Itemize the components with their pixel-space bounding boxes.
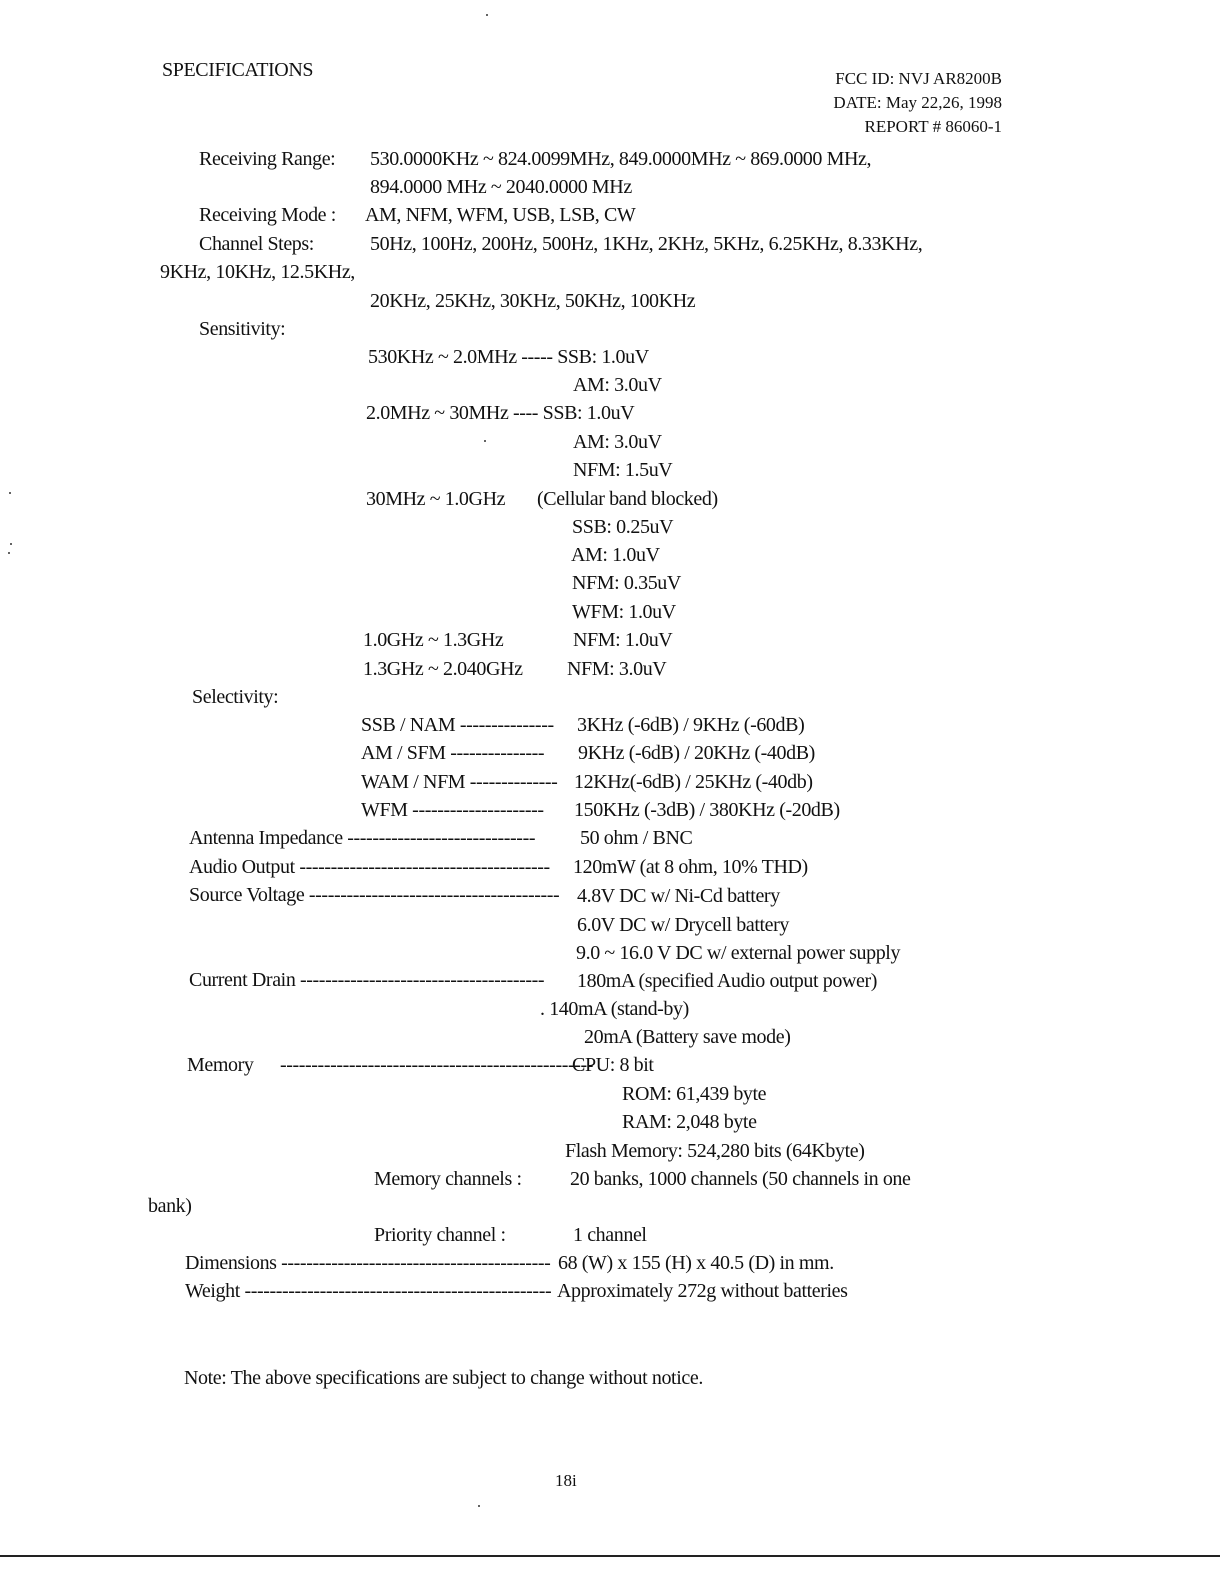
weight-value: Approximately 272g without batteries [557,1280,848,1302]
audio-output-value: 120mW (at 8 ohm, 10% THD) [573,856,808,878]
memory-flash: Flash Memory: 524,280 bits (64Kbyte) [565,1140,865,1162]
sensitivity-label: Sensitivity: [199,318,286,340]
fcc-id: FCC ID: NVJ AR8200B [835,69,1002,88]
sensitivity-band1-am: AM: 3.0uV [573,374,662,396]
selectivity-label: Selectivity: [192,686,279,708]
scan-speck [486,14,488,16]
antenna-impedance-value: 50 ohm / BNC [580,827,693,849]
page-number: 18i [555,1471,577,1490]
memory-cpu: CPU: 8 bit [572,1054,654,1076]
receiving-range-label: Receiving Range: [199,148,336,170]
selectivity-value: 150KHz (-3dB) / 380KHz (-20dB) [574,799,840,821]
memory-rom: ROM: 61,439 byte [622,1083,767,1105]
report-date: DATE: May 22,26, 1998 [833,93,1002,112]
sensitivity-band2-am: AM: 3.0uV [573,431,662,453]
sensitivity-band3-nfm: NFM: 0.35uV [572,572,681,594]
priority-channel-label: Priority channel : [374,1224,506,1246]
source-voltage-label: Source Voltage ---------------------------------------- [189,884,560,906]
sensitivity-band5-nfm: NFM: 3.0uV [567,658,667,680]
current-drain-2: . 140mA (stand-by) [540,998,689,1020]
source-voltage-3: 9.0 ~ 16.0 V DC w/ external power supply [576,942,901,964]
report-number: REPORT # 86060-1 [864,117,1002,136]
receiving-mode-value: AM, NFM, WFM, USB, LSB, CW [365,204,636,226]
sensitivity-band3-note: (Cellular band blocked) [537,488,718,510]
priority-channel-value: 1 channel [573,1224,647,1246]
bottom-rule [0,1555,1220,1557]
memory-channels-cont: bank) [148,1195,192,1217]
sensitivity-band2-nfm: NFM: 1.5uV [573,459,673,481]
source-voltage-2: 6.0V DC w/ Drycell battery [577,914,789,936]
memory-channels-value: 20 banks, 1000 channels (50 channels in one [570,1168,911,1190]
dimensions-value: 68 (W) x 155 (H) x 40.5 (D) in mm. [558,1252,834,1274]
selectivity-value: 3KHz (-6dB) / 9KHz (-60dB) [577,714,805,736]
sensitivity-band3-ssb: SSB: 0.25uV [572,516,674,538]
selectivity-mode: WFM --------------------- [361,799,544,821]
channel-steps-line2: 9KHz, 10KHz, 12.5KHz, [160,261,355,283]
channel-steps-line3: 20KHz, 25KHz, 30KHz, 50KHz, 100KHz [370,290,696,312]
receiving-range-line1: 530.0000KHz ~ 824.0099MHz, 849.0000MHz ~ 869.0000 MHz, [370,148,872,170]
weight-label: Weight ------------------------------------------------- [185,1280,552,1302]
selectivity-mode: AM / SFM --------------- [361,742,545,764]
current-drain-label: Current Drain --------------------------------------- [189,969,545,991]
memory-leader: -------------------------------------------------- [280,1054,594,1076]
scan-speck [9,492,11,494]
selectivity-mode: SSB / NAM --------------- [361,714,554,736]
dimensions-label: Dimensions ------------------------------------------- [185,1252,551,1274]
memory-ram: RAM: 2,048 byte [622,1111,757,1133]
selectivity-mode: WAM / NFM -------------- [361,771,558,793]
sensitivity-band4-range: 1.0GHz ~ 1.3GHz [363,629,504,651]
current-drain-3: 20mA (Battery save mode) [584,1026,791,1048]
page-title: SPECIFICATIONS [162,59,314,81]
memory-label: Memory [187,1054,254,1076]
receiving-range-line2: 894.0000 MHz ~ 2040.0000 MHz [370,176,632,198]
scan-speck [10,543,12,545]
sensitivity-band3-wfm: WFM: 1.0uV [572,601,676,623]
scan-speck [478,1505,480,1507]
sensitivity-band4-nfm: NFM: 1.0uV [573,629,673,651]
sensitivity-band5-range: 1.3GHz ~ 2.040GHz [363,658,523,680]
channel-steps-label: Channel Steps: [199,233,314,255]
scan-speck [484,440,486,442]
sensitivity-band3-am: AM: 1.0uV [571,544,660,566]
selectivity-value: 9KHz (-6dB) / 20KHz (-40dB) [578,742,815,764]
sensitivity-band1: 530KHz ~ 2.0MHz ----- SSB: 1.0uV [368,346,649,368]
memory-channels-label: Memory channels : [374,1168,522,1190]
source-voltage-1: 4.8V DC w/ Ni-Cd battery [577,885,780,907]
sensitivity-band3-range: 30MHz ~ 1.0GHz [366,488,506,510]
antenna-impedance-label: Antenna Impedance ------------------------------ [189,827,536,849]
selectivity-value: 12KHz(-6dB) / 25KHz (-40db) [574,771,813,793]
sensitivity-band2: 2.0MHz ~ 30MHz ---- SSB: 1.0uV [366,402,635,424]
receiving-mode-label: Receiving Mode : [199,204,336,226]
channel-steps-line1: 50Hz, 100Hz, 200Hz, 500Hz, 1KHz, 2KHz, 5KHz, 6.25KHz, 8.33KHz, [370,233,923,255]
audio-output-label: Audio Output ---------------------------------------- [189,856,550,878]
current-drain-1: 180mA (specified Audio output power) [577,970,877,992]
specifications-note: Note: The above specifications are subject to change without notice. [184,1367,703,1389]
scan-speck [8,552,10,554]
